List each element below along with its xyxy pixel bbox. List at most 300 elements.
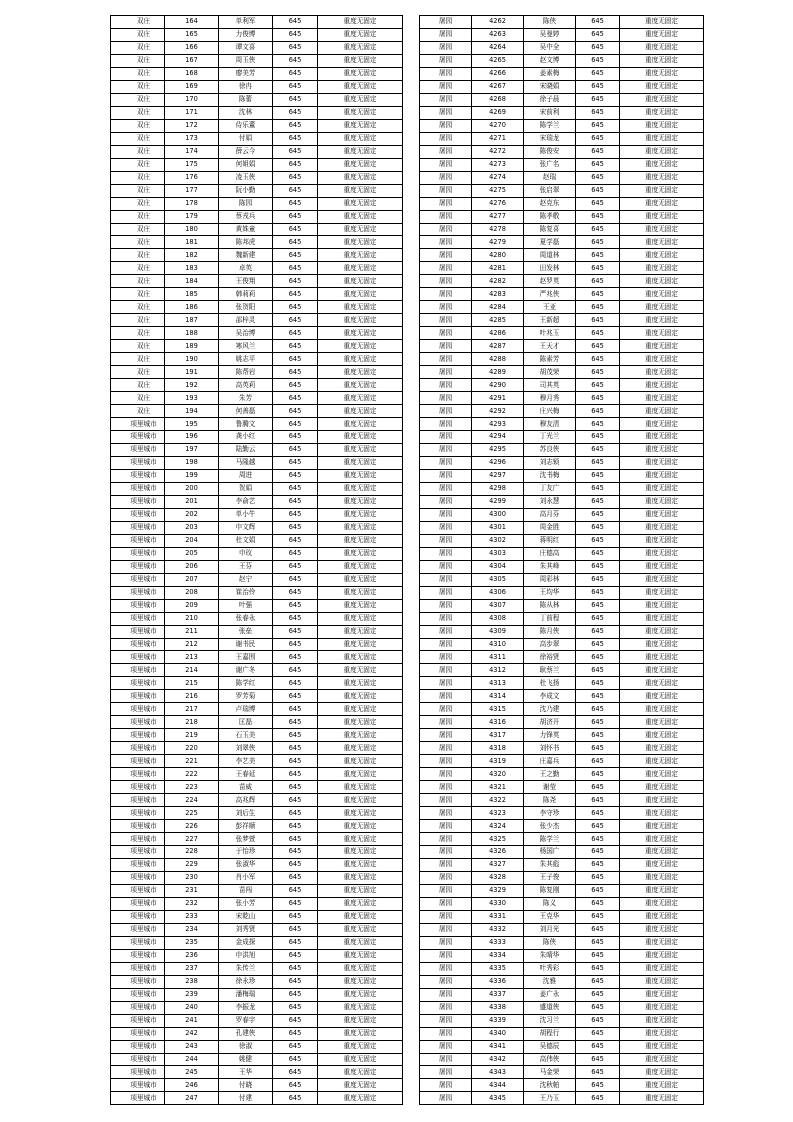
table-row: [111, 431, 403, 444]
cell-name: 田发林: [524, 262, 576, 275]
cell-category: 重度无固定: [318, 936, 403, 949]
cell-area: 双庄: [111, 28, 165, 41]
cell-name: 姜广永: [524, 988, 576, 1001]
cell-category: 重度无固定: [318, 625, 403, 638]
cell-amount: 645: [576, 677, 620, 690]
cell-area: 项里城市: [111, 1053, 165, 1066]
cell-category: 重度无固定: [318, 418, 403, 431]
cell-area: 双庄: [111, 223, 165, 236]
cell-category: 重度无固定: [620, 677, 704, 690]
cell-amount: 645: [273, 340, 318, 353]
table-row: [420, 975, 704, 988]
table-row: [420, 833, 704, 846]
cell-category: 重度无固定: [318, 677, 403, 690]
cell-index: 173: [165, 132, 219, 145]
cell-name: 陈从林: [524, 599, 576, 612]
cell-amount: 645: [273, 443, 318, 456]
cell-category: 重度无固定: [620, 897, 704, 910]
cell-category: 重度无固定: [620, 197, 704, 210]
cell-area: 屠园: [420, 547, 472, 560]
cell-area: 屠园: [420, 871, 472, 884]
cell-area: 屠园: [420, 482, 472, 495]
table-row: [111, 405, 403, 418]
cell-area: 项里城市: [111, 794, 165, 807]
table-row: [420, 197, 704, 210]
cell-amount: 645: [273, 236, 318, 249]
cell-category: 重度无固定: [318, 93, 403, 106]
table-row: [111, 807, 403, 820]
cell-amount: 645: [576, 703, 620, 716]
cell-area: 屠园: [420, 210, 472, 223]
cell-amount: 645: [576, 768, 620, 781]
cell-area: 屠园: [420, 184, 472, 197]
cell-name: 苏良侠: [524, 443, 576, 456]
cell-amount: 645: [576, 145, 620, 158]
cell-amount: 645: [273, 638, 318, 651]
table-row: [420, 366, 704, 379]
cell-amount: 645: [273, 923, 318, 936]
cell-category: 重度无固定: [620, 340, 704, 353]
cell-category: 重度无固定: [318, 638, 403, 651]
cell-index: 228: [165, 846, 219, 859]
table-row: [420, 262, 704, 275]
cell-area: 屠园: [420, 897, 472, 910]
cell-index: 4332: [472, 923, 524, 936]
cell-index: 4345: [472, 1092, 524, 1105]
cell-category: 重度无固定: [318, 482, 403, 495]
cell-amount: 645: [273, 379, 318, 392]
table-row: [111, 1014, 403, 1027]
cell-category: 重度无固定: [620, 884, 704, 897]
table-row: [420, 456, 704, 469]
cell-area: 双庄: [111, 249, 165, 262]
table-row: [111, 366, 403, 379]
cell-category: 重度无固定: [620, 625, 704, 638]
cell-amount: 645: [273, 560, 318, 573]
cell-amount: 645: [273, 612, 318, 625]
cell-name: 张贺阳: [219, 301, 273, 314]
table-row: [420, 534, 704, 547]
cell-area: 双庄: [111, 392, 165, 405]
cell-amount: 645: [273, 353, 318, 366]
cell-index: 4303: [472, 547, 524, 560]
cell-area: 双庄: [111, 184, 165, 197]
cell-area: 项里城市: [111, 949, 165, 962]
table-row: [111, 703, 403, 716]
cell-amount: 645: [273, 910, 318, 923]
cell-index: 238: [165, 975, 219, 988]
table-row: [420, 67, 704, 80]
cell-name: 陆勤云: [219, 443, 273, 456]
cell-amount: 645: [273, 716, 318, 729]
table-row: [420, 625, 704, 638]
cell-amount: 645: [576, 664, 620, 677]
cell-index: 4326: [472, 846, 524, 859]
cell-category: 重度无固定: [318, 651, 403, 664]
cell-area: 项里城市: [111, 469, 165, 482]
cell-index: 205: [165, 547, 219, 560]
cell-amount: 645: [273, 988, 318, 1001]
table-row: [111, 884, 403, 897]
cell-name: 金成探: [219, 936, 273, 949]
cell-name: 穆月秀: [524, 392, 576, 405]
cell-area: 项里城市: [111, 1040, 165, 1053]
cell-category: 重度无固定: [318, 340, 403, 353]
cell-area: 双庄: [111, 340, 165, 353]
table-row: [420, 521, 704, 534]
cell-name: 黄姝童: [219, 223, 273, 236]
cell-name: 寒风兰: [219, 340, 273, 353]
cell-name: 杨国广: [524, 846, 576, 859]
cell-name: 周金胜: [524, 521, 576, 534]
table-row: [420, 638, 704, 651]
table-row: [111, 145, 403, 158]
cell-index: 237: [165, 962, 219, 975]
cell-category: 重度无固定: [620, 392, 704, 405]
table-row: [420, 690, 704, 703]
cell-area: 屠园: [420, 703, 472, 716]
cell-amount: 645: [576, 599, 620, 612]
table-row: [420, 314, 704, 327]
cell-index: 4272: [472, 145, 524, 158]
cell-name: 张广名: [524, 158, 576, 171]
cell-index: 4286: [472, 327, 524, 340]
cell-name: 庄嘉兵: [524, 755, 576, 768]
cell-area: 双庄: [111, 288, 165, 301]
cell-amount: 645: [273, 871, 318, 884]
cell-amount: 645: [576, 353, 620, 366]
cell-amount: 645: [273, 327, 318, 340]
cell-name: 高月芬: [524, 508, 576, 521]
cell-area: 屠园: [420, 249, 472, 262]
cell-category: 重度无固定: [620, 599, 704, 612]
cell-amount: 645: [576, 405, 620, 418]
cell-name: 王均华: [524, 586, 576, 599]
cell-category: 重度无固定: [620, 508, 704, 521]
cell-category: 重度无固定: [318, 223, 403, 236]
cell-name: 卢瑞博: [219, 703, 273, 716]
cell-category: 重度无固定: [620, 1066, 704, 1079]
cell-area: 屠园: [420, 716, 472, 729]
cell-name: 力俊博: [219, 28, 273, 41]
cell-category: 重度无固定: [620, 184, 704, 197]
cell-name: 庄德高: [524, 547, 576, 560]
table-row: [111, 690, 403, 703]
table-row: [111, 923, 403, 936]
cell-name: 宋乾山: [219, 910, 273, 923]
cell-category: 重度无固定: [318, 599, 403, 612]
cell-amount: 645: [576, 1027, 620, 1040]
cell-area: 项里城市: [111, 521, 165, 534]
cell-name: 徐淑: [219, 1040, 273, 1053]
cell-index: 4304: [472, 560, 524, 573]
cell-index: 4268: [472, 93, 524, 106]
cell-area: 屠园: [420, 456, 472, 469]
cell-index: 240: [165, 1001, 219, 1014]
cell-amount: 645: [576, 392, 620, 405]
cell-index: 243: [165, 1040, 219, 1053]
cell-amount: 645: [576, 1001, 620, 1014]
cell-name: 徐永珍: [219, 975, 273, 988]
cell-name: 徐冉: [219, 80, 273, 93]
right-roster-body: [420, 16, 704, 1105]
cell-name: 申洪旭: [219, 949, 273, 962]
cell-index: 4312: [472, 664, 524, 677]
cell-index: 235: [165, 936, 219, 949]
cell-area: 双庄: [111, 366, 165, 379]
cell-index: 4269: [472, 106, 524, 119]
cell-index: 223: [165, 781, 219, 794]
cell-name: 叶兆玉: [524, 327, 576, 340]
cell-category: 重度无固定: [318, 690, 403, 703]
cell-area: 双庄: [111, 106, 165, 119]
cell-category: 重度无固定: [620, 923, 704, 936]
table-row: [111, 1001, 403, 1014]
cell-amount: 645: [273, 366, 318, 379]
cell-area: 屠园: [420, 1066, 472, 1079]
cell-name: 耿蔡兰: [524, 664, 576, 677]
cell-name: 杜飞扬: [524, 677, 576, 690]
cell-area: 屠园: [420, 1092, 472, 1105]
cell-name: 赵文博: [524, 54, 576, 67]
cell-name: 张垒: [219, 625, 273, 638]
cell-area: 双庄: [111, 41, 165, 54]
cell-category: 重度无固定: [318, 431, 403, 444]
cell-name: 陈侠: [524, 16, 576, 29]
table-row: [420, 820, 704, 833]
cell-area: 项里城市: [111, 625, 165, 638]
cell-name: 沈雅: [524, 975, 576, 988]
cell-index: 4267: [472, 80, 524, 93]
table-row: [420, 132, 704, 145]
cell-index: 4273: [472, 158, 524, 171]
cell-category: 重度无固定: [318, 573, 403, 586]
cell-index: 234: [165, 923, 219, 936]
cell-category: 重度无固定: [620, 975, 704, 988]
cell-category: 重度无固定: [620, 249, 704, 262]
cell-category: 重度无固定: [620, 807, 704, 820]
table-row: [111, 1092, 403, 1105]
table-row: [420, 16, 704, 29]
table-row: [420, 223, 704, 236]
cell-amount: 645: [273, 508, 318, 521]
cell-area: 屠园: [420, 651, 472, 664]
cell-index: 241: [165, 1014, 219, 1027]
table-row: [111, 858, 403, 871]
cell-area: 屠园: [420, 106, 472, 119]
cell-area: 屠园: [420, 962, 472, 975]
cell-index: 4343: [472, 1066, 524, 1079]
cell-name: 蒋明红: [524, 534, 576, 547]
cell-amount: 645: [576, 625, 620, 638]
cell-index: 169: [165, 80, 219, 93]
table-row: [111, 1066, 403, 1079]
table-row: [111, 651, 403, 664]
cell-category: 重度无固定: [620, 1079, 704, 1092]
cell-name: 丁光兰: [524, 431, 576, 444]
cell-area: 项里城市: [111, 846, 165, 859]
cell-name: 胡济开: [524, 716, 576, 729]
cell-category: 重度无固定: [318, 67, 403, 80]
cell-category: 重度无固定: [318, 716, 403, 729]
cell-category: 重度无固定: [620, 664, 704, 677]
cell-area: 屠园: [420, 781, 472, 794]
cell-area: 屠园: [420, 534, 472, 547]
cell-amount: 645: [576, 314, 620, 327]
cell-amount: 645: [273, 884, 318, 897]
cell-name: 朱传兰: [219, 962, 273, 975]
table-row: [420, 1092, 704, 1105]
cell-index: 4282: [472, 275, 524, 288]
cell-area: 屠园: [420, 975, 472, 988]
table-row: [420, 41, 704, 54]
cell-category: 重度无固定: [620, 742, 704, 755]
cell-category: 重度无固定: [620, 1027, 704, 1040]
cell-index: 4320: [472, 768, 524, 781]
table-row: [420, 677, 704, 690]
cell-amount: 645: [576, 884, 620, 897]
cell-index: 4313: [472, 677, 524, 690]
cell-amount: 645: [576, 1053, 620, 1066]
cell-amount: 645: [576, 28, 620, 41]
cell-category: 重度无固定: [620, 119, 704, 132]
table-row: [111, 612, 403, 625]
table-row: [111, 16, 403, 29]
cell-index: 197: [165, 443, 219, 456]
cell-name: 沈秋帕: [524, 1079, 576, 1092]
cell-name: 司其英: [524, 379, 576, 392]
cell-area: 项里城市: [111, 1066, 165, 1079]
cell-amount: 645: [273, 521, 318, 534]
cell-area: 项里城市: [111, 884, 165, 897]
cell-area: 屠园: [420, 1079, 472, 1092]
cell-index: 4301: [472, 521, 524, 534]
cell-area: 屠园: [420, 1014, 472, 1027]
cell-index: 4264: [472, 41, 524, 54]
cell-area: 屠园: [420, 560, 472, 573]
table-row: [111, 171, 403, 184]
cell-name: 王乃玉: [524, 1092, 576, 1105]
cell-amount: 645: [273, 690, 318, 703]
cell-category: 重度无固定: [620, 495, 704, 508]
cell-name: 丁前程: [524, 612, 576, 625]
table-row: [111, 560, 403, 573]
cell-index: 220: [165, 742, 219, 755]
cell-category: 重度无固定: [620, 80, 704, 93]
cell-area: 项里城市: [111, 560, 165, 573]
table-row: [420, 508, 704, 521]
cell-amount: 645: [273, 897, 318, 910]
cell-category: 重度无固定: [318, 833, 403, 846]
cell-name: 张小芳: [219, 897, 273, 910]
table-row: [420, 1027, 704, 1040]
table-row: [111, 677, 403, 690]
cell-name: 高步翠: [524, 638, 576, 651]
table-row: [111, 534, 403, 547]
cell-index: 4339: [472, 1014, 524, 1027]
cell-name: 胡程行: [524, 1027, 576, 1040]
cell-name: 张梦萱: [219, 833, 273, 846]
cell-area: 项里城市: [111, 807, 165, 820]
cell-index: 4315: [472, 703, 524, 716]
cell-category: 重度无固定: [620, 1040, 704, 1053]
table-row: [111, 729, 403, 742]
cell-area: 双庄: [111, 171, 165, 184]
cell-name: 王华: [219, 1066, 273, 1079]
cell-amount: 645: [273, 392, 318, 405]
cell-amount: 645: [273, 755, 318, 768]
cell-index: 4314: [472, 690, 524, 703]
table-row: [111, 28, 403, 41]
cell-category: 重度无固定: [620, 936, 704, 949]
cell-name: 赵罗英: [524, 275, 576, 288]
cell-area: 项里城市: [111, 664, 165, 677]
cell-amount: 645: [576, 327, 620, 340]
cell-amount: 645: [273, 820, 318, 833]
cell-amount: 645: [576, 1079, 620, 1092]
cell-index: 212: [165, 638, 219, 651]
cell-name: 陈邦虎: [219, 236, 273, 249]
cell-category: 重度无固定: [318, 949, 403, 962]
cell-category: 重度无固定: [318, 171, 403, 184]
cell-category: 重度无固定: [318, 988, 403, 1001]
cell-name: 力锋英: [524, 729, 576, 742]
cell-area: 屠园: [420, 67, 472, 80]
cell-index: 4325: [472, 833, 524, 846]
cell-name: 侍乐董: [219, 119, 273, 132]
cell-area: 屠园: [420, 223, 472, 236]
table-row: [420, 988, 704, 1001]
cell-area: 双庄: [111, 93, 165, 106]
cell-amount: 645: [576, 119, 620, 132]
table-row: [420, 962, 704, 975]
cell-amount: 645: [273, 28, 318, 41]
cell-index: 179: [165, 210, 219, 223]
cell-index: 215: [165, 677, 219, 690]
table-row: [111, 638, 403, 651]
cell-area: 项里城市: [111, 703, 165, 716]
cell-name: 刘志锁: [524, 456, 576, 469]
cell-amount: 645: [576, 16, 620, 29]
cell-amount: 645: [576, 846, 620, 859]
table-row: [420, 703, 704, 716]
cell-index: 4319: [472, 755, 524, 768]
cell-area: 屠园: [420, 807, 472, 820]
cell-name: 姚健: [219, 1053, 273, 1066]
cell-area: 屠园: [420, 923, 472, 936]
cell-index: 4317: [472, 729, 524, 742]
cell-amount: 645: [273, 301, 318, 314]
table-row: [111, 755, 403, 768]
cell-name: 陈学兰: [524, 119, 576, 132]
cell-name: 张启翠: [524, 184, 576, 197]
cell-amount: 645: [273, 93, 318, 106]
cell-category: 重度无固定: [620, 703, 704, 716]
cell-index: 224: [165, 794, 219, 807]
cell-amount: 645: [273, 573, 318, 586]
cell-amount: 645: [576, 1014, 620, 1027]
table-row: [420, 923, 704, 936]
cell-category: 重度无固定: [318, 327, 403, 340]
cell-name: 刘翠侠: [219, 742, 273, 755]
cell-amount: 645: [576, 612, 620, 625]
cell-index: 168: [165, 67, 219, 80]
cell-category: 重度无固定: [318, 1053, 403, 1066]
cell-amount: 645: [576, 910, 620, 923]
table-row: [420, 716, 704, 729]
cell-index: 206: [165, 560, 219, 573]
cell-index: 191: [165, 366, 219, 379]
